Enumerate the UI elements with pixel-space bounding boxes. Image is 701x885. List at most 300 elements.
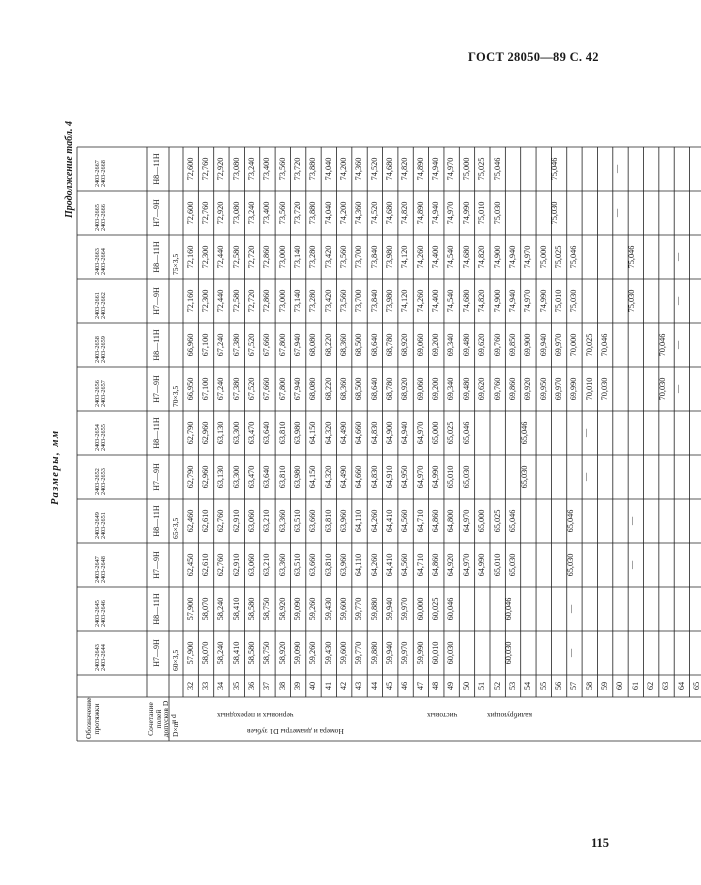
table-cell: 74,970 xyxy=(523,289,533,313)
table-cell: 67,100 xyxy=(200,377,210,401)
column-codes: 2403-2645 2403-2646 xyxy=(94,600,108,627)
table-cell: 63,210 xyxy=(262,509,272,533)
table-cell: 74,120 xyxy=(400,245,410,269)
table-cell: 72,300 xyxy=(200,289,210,313)
table-cell: 64,710 xyxy=(415,509,425,533)
row-number: 48 xyxy=(431,681,441,691)
table-cell: 64,410 xyxy=(385,553,395,577)
column-tolerance: H8—11H xyxy=(152,417,161,449)
table-cell: 75,010 xyxy=(553,289,563,313)
table-cell: 74,820 xyxy=(477,289,487,313)
table-cell: 67,940 xyxy=(292,377,302,401)
table-cell: 67,800 xyxy=(277,333,287,357)
table-cell: 73,720 xyxy=(292,201,302,225)
column-tolerance: H7—9H xyxy=(152,639,161,667)
table-cell: 70,000 xyxy=(569,333,579,357)
row-number: 52 xyxy=(492,681,502,691)
table-cell: 62,760 xyxy=(216,553,226,577)
table-cell: 65,046 xyxy=(507,509,517,533)
table-cell: 64,920 xyxy=(446,553,456,577)
table-cell: 67,660 xyxy=(262,377,272,401)
table-cell: 69,340 xyxy=(446,377,456,401)
calibrating-value: 60,030 xyxy=(504,641,514,665)
row-number: 43 xyxy=(354,681,364,691)
table-cell: 73,880 xyxy=(308,201,318,225)
table-cell: 68,640 xyxy=(369,377,379,401)
table-cell: 58,410 xyxy=(231,641,241,665)
table-cell: 63,810 xyxy=(277,465,287,489)
table-cell: 64,320 xyxy=(323,465,333,489)
table-cell: 62,760 xyxy=(216,509,226,533)
table-cell: 69,200 xyxy=(431,333,441,357)
column-codes: 2403-2665 2403-2666 xyxy=(94,204,108,231)
table-cell: 59,260 xyxy=(308,641,318,665)
table-cell: 58,750 xyxy=(262,641,272,665)
table-cell: 73,420 xyxy=(323,245,333,269)
table-cell: 67,240 xyxy=(216,333,226,357)
table-cell: 63,130 xyxy=(216,421,226,445)
numbers-diameter-label: Номера и диаметры D1 зубьев xyxy=(247,727,344,736)
row-number: 62 xyxy=(646,681,655,691)
table-cell: 63,510 xyxy=(292,553,302,577)
table-cell: 63,470 xyxy=(246,421,256,445)
row-number: 40 xyxy=(308,681,318,691)
table-cell: 74,820 xyxy=(400,157,410,181)
column-tolerance: H8—11H xyxy=(152,505,161,537)
table-cell: 74,040 xyxy=(323,201,333,225)
calibrating-value: 70,030 xyxy=(657,377,667,401)
table-cell: 65,046 xyxy=(461,421,471,445)
table-cell: 72,760 xyxy=(200,201,210,225)
table-cell: 65,025 xyxy=(492,509,502,533)
table-cell: 75,046 xyxy=(492,157,502,181)
table-cell: 60,030 xyxy=(446,641,456,665)
page-number: 115 xyxy=(591,836,610,850)
table-cell: 64,990 xyxy=(477,553,487,577)
table-cell: 64,800 xyxy=(446,509,456,533)
table-cell: 64,900 xyxy=(385,421,395,445)
dash-mark: — xyxy=(627,560,637,570)
table-cell: 59,940 xyxy=(385,641,395,665)
table-cell: 74,200 xyxy=(339,201,348,225)
column-tolerance: H7—9H xyxy=(152,375,161,403)
table-cell: 59,600 xyxy=(339,597,348,621)
table-cell: 64,150 xyxy=(308,421,318,445)
table-cell: 63,130 xyxy=(216,465,226,489)
table-cell: 63,810 xyxy=(277,421,287,445)
row-number: 38 xyxy=(277,681,287,691)
table-cell: 74,520 xyxy=(369,157,379,181)
table-cell: 74,680 xyxy=(461,245,471,269)
table-cell: 75,030 xyxy=(492,201,502,225)
table-cell: 72,440 xyxy=(216,245,226,269)
calibrating-value: 70,046 xyxy=(657,333,667,357)
table-cell: 64,860 xyxy=(431,509,441,533)
table-cell: 59,600 xyxy=(339,641,348,665)
table-cell: 72,160 xyxy=(185,289,195,313)
table-cell: 67,240 xyxy=(216,377,226,401)
row-number: 63 xyxy=(661,681,671,691)
table-cell: 62,910 xyxy=(231,553,241,577)
table-cell: 74,970 xyxy=(446,201,456,225)
dash-mark: — xyxy=(611,208,621,218)
table-cell: 74,940 xyxy=(431,201,441,225)
table-cell: 65,000 xyxy=(477,509,487,533)
table-cell: 67,100 xyxy=(200,333,210,357)
table-cell: 67,520 xyxy=(246,333,256,357)
table-cell: 58,410 xyxy=(231,597,241,621)
table-cell: 74,040 xyxy=(323,157,333,181)
table-cell: 64,940 xyxy=(400,421,410,445)
table-cell: 69,760 xyxy=(492,333,502,357)
table-cell: 64,410 xyxy=(385,509,395,533)
table-cell: 63,300 xyxy=(231,465,241,489)
table-cell: 75,000 xyxy=(461,157,471,181)
table-cell: 74,680 xyxy=(385,201,395,225)
table-cell: 64,970 xyxy=(461,509,471,533)
table-cell: 62,910 xyxy=(231,509,241,533)
table-cell: 67,520 xyxy=(246,377,256,401)
table-cell: 74,940 xyxy=(507,289,517,313)
table-cell: 70,030 xyxy=(599,377,609,401)
table-cell: 69,620 xyxy=(477,377,487,401)
row-number: 49 xyxy=(446,681,456,691)
table-cell: 59,090 xyxy=(292,597,302,621)
table-cell: 75,046 xyxy=(569,245,579,269)
table-cell: 75,010 xyxy=(477,201,487,225)
table-cell: 64,490 xyxy=(339,421,348,445)
dxm-header: D×m xyxy=(171,721,180,737)
calibrating-value: 65,030 xyxy=(565,553,575,577)
table-cell: 64,320 xyxy=(323,421,333,445)
column-codes: 2403-2652 2403-2653 xyxy=(94,468,108,495)
calibrating-value: 75,030 xyxy=(550,201,560,225)
table-cell: 64,150 xyxy=(308,465,318,489)
table-cell: 63,470 xyxy=(246,465,256,489)
row-number: 65 xyxy=(692,681,701,691)
table-cell: 69,200 xyxy=(431,377,441,401)
table-cell: 74,400 xyxy=(431,289,441,313)
table-cell: 58,750 xyxy=(262,597,272,621)
table-cell: 65,030 xyxy=(507,553,517,577)
calibrating-value: 75,030 xyxy=(627,289,637,313)
table-cell: 73,140 xyxy=(292,245,302,269)
table-cell: 73,240 xyxy=(246,157,256,181)
dash-mark: — xyxy=(673,252,683,262)
table-cell: 59,770 xyxy=(354,641,364,665)
table-cell: 69,760 xyxy=(492,377,502,401)
table-cell: 59,260 xyxy=(308,597,318,621)
table-cell: 64,110 xyxy=(354,509,364,533)
table-cell: 68,780 xyxy=(385,377,395,401)
row-number: 47 xyxy=(415,681,425,691)
tolerance-header: Сочетание полей допусков D и d xyxy=(146,700,178,738)
column-codes: 2403-2663 2403-2664 xyxy=(94,248,108,275)
column-codes: 2403-2661 2403-2662 xyxy=(94,292,108,319)
table-cell: 62,790 xyxy=(185,465,195,489)
table-cell: 73,400 xyxy=(262,157,272,181)
table-cell: 62,610 xyxy=(200,553,210,577)
column-tolerance: H7—9H xyxy=(152,199,161,227)
table-cell: 58,920 xyxy=(277,597,287,621)
table-cell: 67,380 xyxy=(231,377,241,401)
table-cell: 73,420 xyxy=(323,289,333,313)
table-cell: 68,920 xyxy=(400,333,410,357)
table-cell: 62,790 xyxy=(185,421,195,445)
table-cell: 63,510 xyxy=(292,509,302,533)
table-cell: 68,080 xyxy=(308,377,318,401)
table-cell: 72,720 xyxy=(246,245,256,269)
dash-mark: — xyxy=(627,516,637,526)
table-cell: 73,840 xyxy=(369,245,379,269)
table-cell: 62,960 xyxy=(200,421,210,445)
table-cell: 59,880 xyxy=(369,641,379,665)
table-cell: 65,030 xyxy=(461,465,471,489)
rough-transition-label: черновых и переходных xyxy=(217,711,294,720)
table-cell: 66,950 xyxy=(185,377,195,401)
table-cell: 58,070 xyxy=(200,597,210,621)
table-cell: 69,620 xyxy=(477,333,487,357)
table-cell: 65,010 xyxy=(492,553,502,577)
table-cell: 69,950 xyxy=(538,377,548,401)
dash-mark: — xyxy=(611,164,621,174)
table-cell: 74,200 xyxy=(339,157,348,181)
table-cell: 75,025 xyxy=(553,245,563,269)
table-cell: 63,660 xyxy=(308,509,318,533)
table-cell: 59,990 xyxy=(415,641,425,665)
table-cell: 73,560 xyxy=(277,157,287,181)
table-cell: 69,480 xyxy=(461,377,471,401)
table-cell: 72,160 xyxy=(185,245,195,269)
table-cell: 63,640 xyxy=(262,421,272,445)
table-cell: 59,770 xyxy=(354,597,364,621)
table-cell: 72,720 xyxy=(246,289,256,313)
column-tolerance: H8—11H xyxy=(152,153,161,185)
table-cell: 69,060 xyxy=(415,377,425,401)
table-cell: 73,560 xyxy=(339,245,348,269)
table-cell: 64,560 xyxy=(400,553,410,577)
table-cell: 64,660 xyxy=(354,465,364,489)
column-tolerance: H7—9H xyxy=(152,463,161,491)
table-cell: 64,970 xyxy=(415,465,425,489)
table-cell: 68,640 xyxy=(369,333,379,357)
table-cell: 68,920 xyxy=(400,377,410,401)
row-number: 46 xyxy=(400,681,410,691)
table-cell: 72,860 xyxy=(262,289,272,313)
table-cell: 64,490 xyxy=(339,465,348,489)
calibrating-value: 65,046 xyxy=(519,421,529,445)
table-cell: 66,960 xyxy=(185,333,195,357)
table-cell: 68,500 xyxy=(354,333,364,357)
table-cell: 60,010 xyxy=(431,641,441,665)
table-cell: 69,940 xyxy=(538,333,548,357)
table-cell: 68,780 xyxy=(385,333,395,357)
table-cell: 63,810 xyxy=(323,553,333,577)
table-cell: 64,830 xyxy=(369,421,379,445)
table-cell: 74,360 xyxy=(354,201,364,225)
table-cell: 72,920 xyxy=(216,157,226,181)
table-cell: 73,720 xyxy=(292,157,302,181)
table-cell: 68,080 xyxy=(308,333,318,357)
dash-mark: — xyxy=(581,428,591,438)
table-cell: 73,840 xyxy=(369,289,379,313)
module-label: 70×3,5 xyxy=(171,385,180,407)
column-tolerance: H8—11H xyxy=(152,593,161,625)
table-cell: 74,260 xyxy=(415,289,425,313)
table-cell: 69,060 xyxy=(415,333,425,357)
calibrating-value: 75,046 xyxy=(550,157,560,181)
table-cell: 63,640 xyxy=(262,465,272,489)
table-cell: 67,380 xyxy=(231,333,241,357)
table-cell: 59,090 xyxy=(292,641,302,665)
table-cell: 74,890 xyxy=(415,201,425,225)
table-cell: 75,025 xyxy=(477,157,487,181)
table-cell: 74,540 xyxy=(446,289,456,313)
table-cell: 74,970 xyxy=(523,245,533,269)
row-number: 32 xyxy=(185,681,195,691)
table-cell: 73,400 xyxy=(262,201,272,225)
table-cell: 63,060 xyxy=(246,509,256,533)
table-cell: 68,220 xyxy=(323,377,333,401)
table-cell: 73,980 xyxy=(385,245,395,269)
table-cell: 72,920 xyxy=(216,201,226,225)
module-label: 60×3,5 xyxy=(171,649,180,671)
table-cell: 73,880 xyxy=(308,157,318,181)
table-cell: 73,560 xyxy=(277,201,287,225)
row-number: 33 xyxy=(200,681,210,691)
table-cell: 63,960 xyxy=(339,553,348,577)
table-cell: 73,000 xyxy=(277,289,287,313)
table-cell: 69,970 xyxy=(553,333,563,357)
table-cell: 73,280 xyxy=(308,245,318,269)
table-cell: 63,360 xyxy=(277,553,287,577)
sizes-title: Размеры, мм xyxy=(50,429,61,505)
column-codes: 2403-2649 2403-2651 xyxy=(94,512,108,539)
row-number: 45 xyxy=(385,681,395,691)
dash-mark: — xyxy=(673,384,683,394)
table-cell: 73,980 xyxy=(385,289,395,313)
table-cell: 59,970 xyxy=(400,641,410,665)
table-cell: 73,080 xyxy=(231,201,241,225)
row-number: 54 xyxy=(523,681,533,691)
calibrating-value: 65,046 xyxy=(565,509,575,533)
table-cell: 58,920 xyxy=(277,641,287,665)
calibrating-value: 65,030 xyxy=(519,465,529,489)
column-tolerance: H8—11H xyxy=(152,241,161,273)
dash-mark: — xyxy=(581,472,591,482)
row-number: 42 xyxy=(339,681,348,691)
table-cell: 59,940 xyxy=(385,597,395,621)
page-header: ГОСТ 28050—89 С. 42 xyxy=(468,50,599,64)
table-cell: 58,070 xyxy=(200,641,210,665)
table-cell: 57,900 xyxy=(185,597,195,621)
table-cell: 69,340 xyxy=(446,333,456,357)
table-cell: 69,970 xyxy=(553,377,563,401)
table-cell: 64,830 xyxy=(369,465,379,489)
table-cell: 64,560 xyxy=(400,509,410,533)
table-cell: 72,580 xyxy=(231,289,241,313)
table-cell: 60,025 xyxy=(431,597,441,621)
table-cell: 74,820 xyxy=(400,201,410,225)
table-cell: 73,280 xyxy=(308,289,318,313)
calibrating-label: калибрующих xyxy=(487,711,533,720)
table-cell: 72,600 xyxy=(185,201,195,225)
row-number: 56 xyxy=(553,681,563,691)
table-cell: 72,300 xyxy=(200,245,210,269)
rotated-table xyxy=(47,85,701,805)
table-cell: 72,600 xyxy=(185,157,195,181)
table-cell: 67,800 xyxy=(277,377,287,401)
column-codes: 2403-2667 2403-2668 xyxy=(94,160,108,187)
table-cell: 74,970 xyxy=(446,157,456,181)
table-cell: 70,046 xyxy=(599,333,609,357)
table-cell: 74,940 xyxy=(431,157,441,181)
row-number: 55 xyxy=(538,681,548,691)
table-cell: 70,010 xyxy=(584,377,594,401)
table-cell: 64,910 xyxy=(385,465,395,489)
table-cell: 68,500 xyxy=(354,377,364,401)
table-cell: 68,360 xyxy=(339,377,348,401)
table-cell: 59,880 xyxy=(369,597,379,621)
table-cell: 72,760 xyxy=(200,157,210,181)
table-cell: 68,220 xyxy=(323,333,333,357)
row-number: 53 xyxy=(507,681,517,691)
table-cell: 64,970 xyxy=(415,421,425,445)
table-cell: 64,710 xyxy=(415,553,425,577)
table-cell: 63,980 xyxy=(292,421,302,445)
table-cell: 64,990 xyxy=(431,465,441,489)
row-number: 35 xyxy=(231,681,241,691)
table-cell: 72,860 xyxy=(262,245,272,269)
table-cell: 69,900 xyxy=(523,333,533,357)
row-number: 44 xyxy=(369,681,379,691)
table-cell: 64,260 xyxy=(369,553,379,577)
table-cell: 64,260 xyxy=(369,509,379,533)
table-cell: 63,060 xyxy=(246,553,256,577)
table-cell: 58,580 xyxy=(246,641,256,665)
table-cell: 64,950 xyxy=(400,465,410,489)
table-cell: 69,480 xyxy=(461,333,471,357)
table-cell: 73,140 xyxy=(292,289,302,313)
table-cell: 74,900 xyxy=(492,289,502,313)
calibrating-value: 60,046 xyxy=(504,597,514,621)
table-cell: 69,990 xyxy=(569,377,579,401)
table-cell: 59,970 xyxy=(400,597,410,621)
table-cell: 74,120 xyxy=(400,289,410,313)
table-cell: 74,680 xyxy=(461,289,471,313)
table-cell: 58,240 xyxy=(216,641,226,665)
table-cell: 73,700 xyxy=(354,289,364,313)
table-cell: 65,010 xyxy=(446,465,456,489)
table-cell: 69,850 xyxy=(507,333,517,357)
table-cell: 58,580 xyxy=(246,597,256,621)
table-cell: 67,940 xyxy=(292,333,302,357)
table-cell: 74,890 xyxy=(415,157,425,181)
table-cell: 64,860 xyxy=(431,553,441,577)
module-label: 75×3,5 xyxy=(171,253,180,275)
table-cell: 74,540 xyxy=(446,245,456,269)
table-cell: 63,360 xyxy=(277,509,287,533)
table-cell: 74,820 xyxy=(477,245,487,269)
calibrating-value: 75,046 xyxy=(627,245,637,269)
table-cell: 68,360 xyxy=(339,333,348,357)
column-tolerance: H7—9H xyxy=(152,551,161,579)
column-codes: 2403-2656 2403-2657 xyxy=(94,380,108,407)
row-number: 58 xyxy=(584,681,594,691)
table-cell: 60,000 xyxy=(415,597,425,621)
table-cell: 73,000 xyxy=(277,245,287,269)
designation-header: Обозначение протяжки xyxy=(84,697,101,739)
